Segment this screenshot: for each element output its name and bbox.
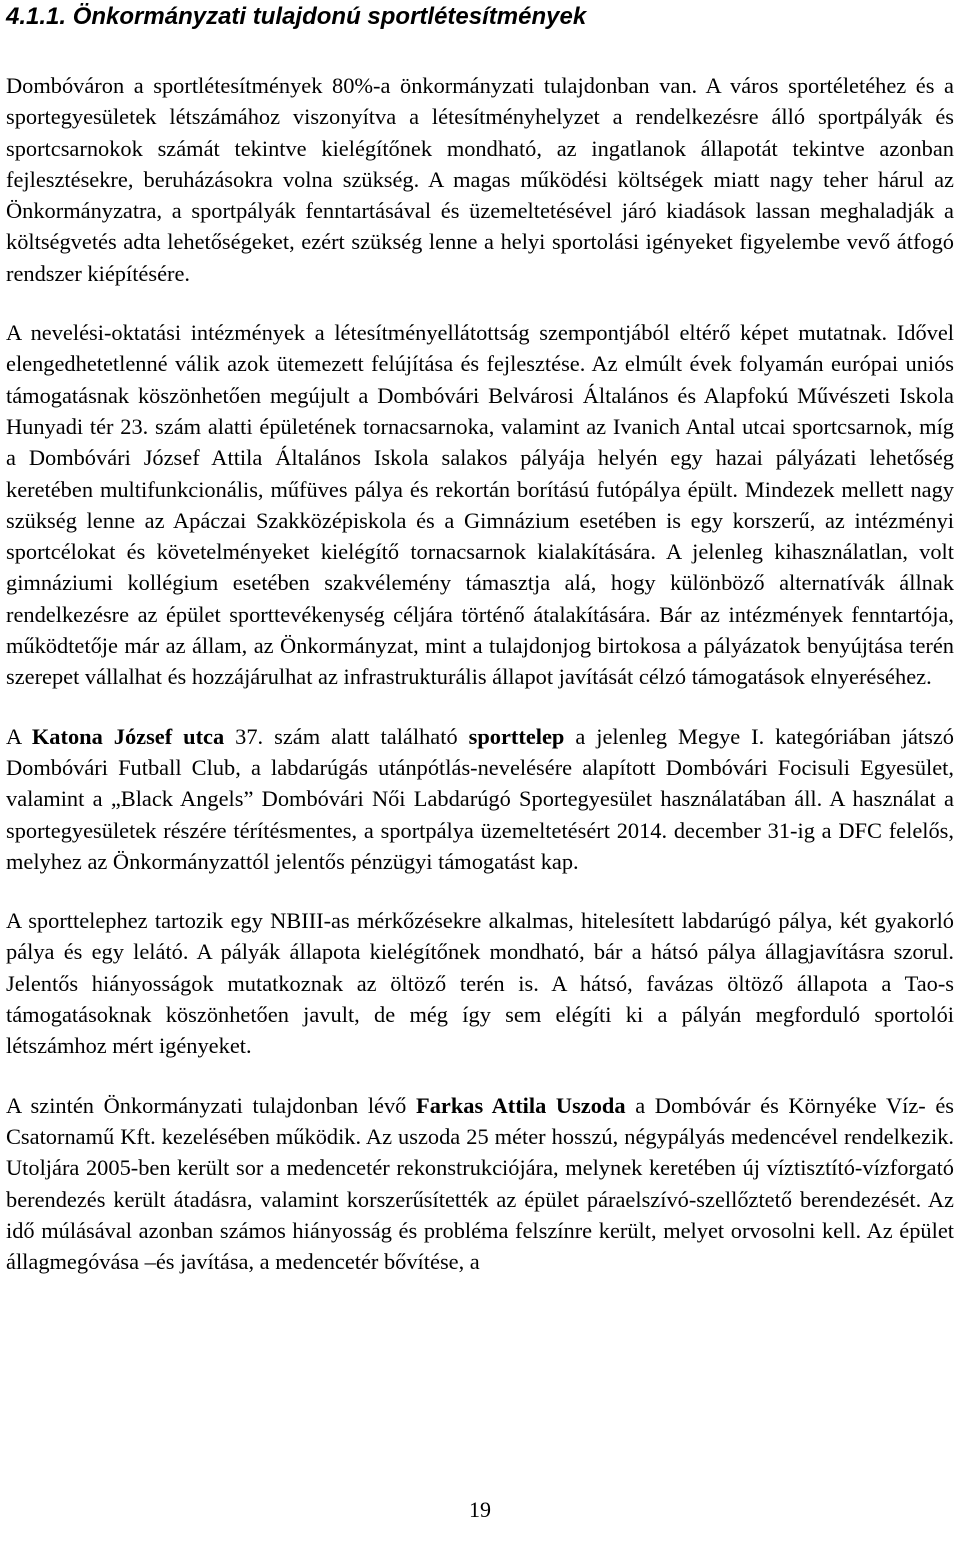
paragraph-swimming-pool xyxy=(6,1090,954,1278)
page-number: 19 xyxy=(469,1497,491,1522)
paragraph-facilities-ownership: Dombóváron a sportlétesítmények 80%-a önkormányzati tulajdonban van. A város sportéletéhez és a sportegyesületek létszámához viszonyítva a létesítményhelyzet a rendelkezésre álló sportpályák és sportcsarnokok számát tekintve kielégítőnek mondható, az ingatlanok állapotát tekintve azonban fejlesztésekre, beruházásokra volna szükség. A magas működési költségek miatt nagy teher hárul az Önkormányzatra, a sportpályák fenntartásával és üzemeltetésével járó kiadások lassan meghaladják a költségvetés adta lehetőségeket, ezért szükség lenne a helyi sportolási igényeket figyelembe vevő átfogó rendszer kiépítésére. xyxy=(6,73,954,286)
text-run: A xyxy=(6,723,32,749)
document-page xyxy=(6,0,954,1277)
text-run: 37. szám alatt található xyxy=(224,723,469,749)
text-run: A szintén Önkormányzati tulajdonban lévő xyxy=(6,1092,417,1118)
section-heading: 4.1.1. Önkormányzati tulajdonú sportlétesítmények xyxy=(6,3,587,30)
sports-ground-bold: sporttelep xyxy=(468,723,565,749)
text-run: a jelenleg Megye I. kategóriában játszó Dombóvári Futball Club, a labdarúgás utánpótlás-nevelésére alapított Dombóvári Focisuli Egyesület, valamint a „Black Angels” Dombóvári Női Labdarúgó Sportegyesület használatában áll. A használat a sportegyesületek részére térítésmentes, a sportpálya üzemeltetésért 2014. december 31-ig a DFC felelős, melyhez az Önkormányzattól jelentős pénzügyi támogatást kap. xyxy=(6,723,954,874)
pool-name-bold: Farkas Attila Uszoda xyxy=(416,1092,626,1118)
paragraph-pitch-condition: A sporttelephez tartozik egy NBIII-as mérkőzésekre alkalmas, hitelesített labdarúgó pálya, két gyakorló pálya és egy lelátó. A pályák állapota kielégítőnek mondható, bár a hátsó pálya állagjavításra szorul. Jelentős hiányosságok mutatkoznak az öltöző terén is. A hátsó, favázas öltöző állapota a Tao-s támogatásoknak köszönhetően javult, de még így sem elégíti ki a pályán megforduló sportolói létszámhoz mért igényeket. xyxy=(6,908,954,1059)
paragraph-school-facilities: A nevelési-oktatási intézmények a létesítményellátottság szempontjából eltérő képet mutatnak. Idővel elengedhetetlenné válik azok ütemezett felújítása és fejlesztése. Az elmúlt évek folyamán európai uniós támogatásnak köszönhetően megújult a Dombóvári Belvárosi Általános és Alapfokú Művészeti Iskola Hunyadi tér 23. szám alatti épületének tornacsarnoka, valamint az Ivanich Antal utcai sportcsarnok, míg a Dombóvári József Attila Általános Iskola salakos pályája helyén egy hazai pályázati lehetőség keretében multifunkcionális, műfüves pálya és rekortán borítású futópálya épült. Mindezek mellett nagy szükség lenne az Apáczai Szakközépiskola és a Gimnázium esetében is egy korszerű, az intézményi sportcélokat és követelményeket kielégítő tornacsarnok kialakítására. A jelenleg kihasználatlan, volt gimnáziumi kollégium esetében szakvélemény támasztja alá, hogy különböző alternatívák állnak rendelkezésre az épület sporttevékenység céljára történő átalakítására. Bár az intézmények fenntartója, működtetője már az állam, az Önkormányzat, mint a tulajdonjog birtokosa a pályázatok benyújtása terén szerepet vállalhat és hozzájárulhat az infrastrukturális állapot javítását célzó támogatások elnyeréséhez. xyxy=(6,320,954,690)
paragraph-sports-ground xyxy=(6,721,954,877)
street-name-bold: Katona József utca xyxy=(31,723,225,749)
text-run: a Dombóvár és Környéke Víz- és Csatornamű Kft. kezelésében működik. Az uszoda 25 méter hosszú, négypályás medencével rendelkezik. Utoljára 2005-ben került sor a medencetér rekonstrukciójára, melynek keretében új víztisztító-vízforgató berendezés került átadásra, valamint korszerűsítették az épület páraelszívó-szellőztető berendezését. Az idő múlásával azonban számos hiányosság és probléma felszínre került, melyet orvosolni kell. Az épület állagmegóvása –és javítása, a medencetér bővítése, a xyxy=(6,1092,954,1275)
